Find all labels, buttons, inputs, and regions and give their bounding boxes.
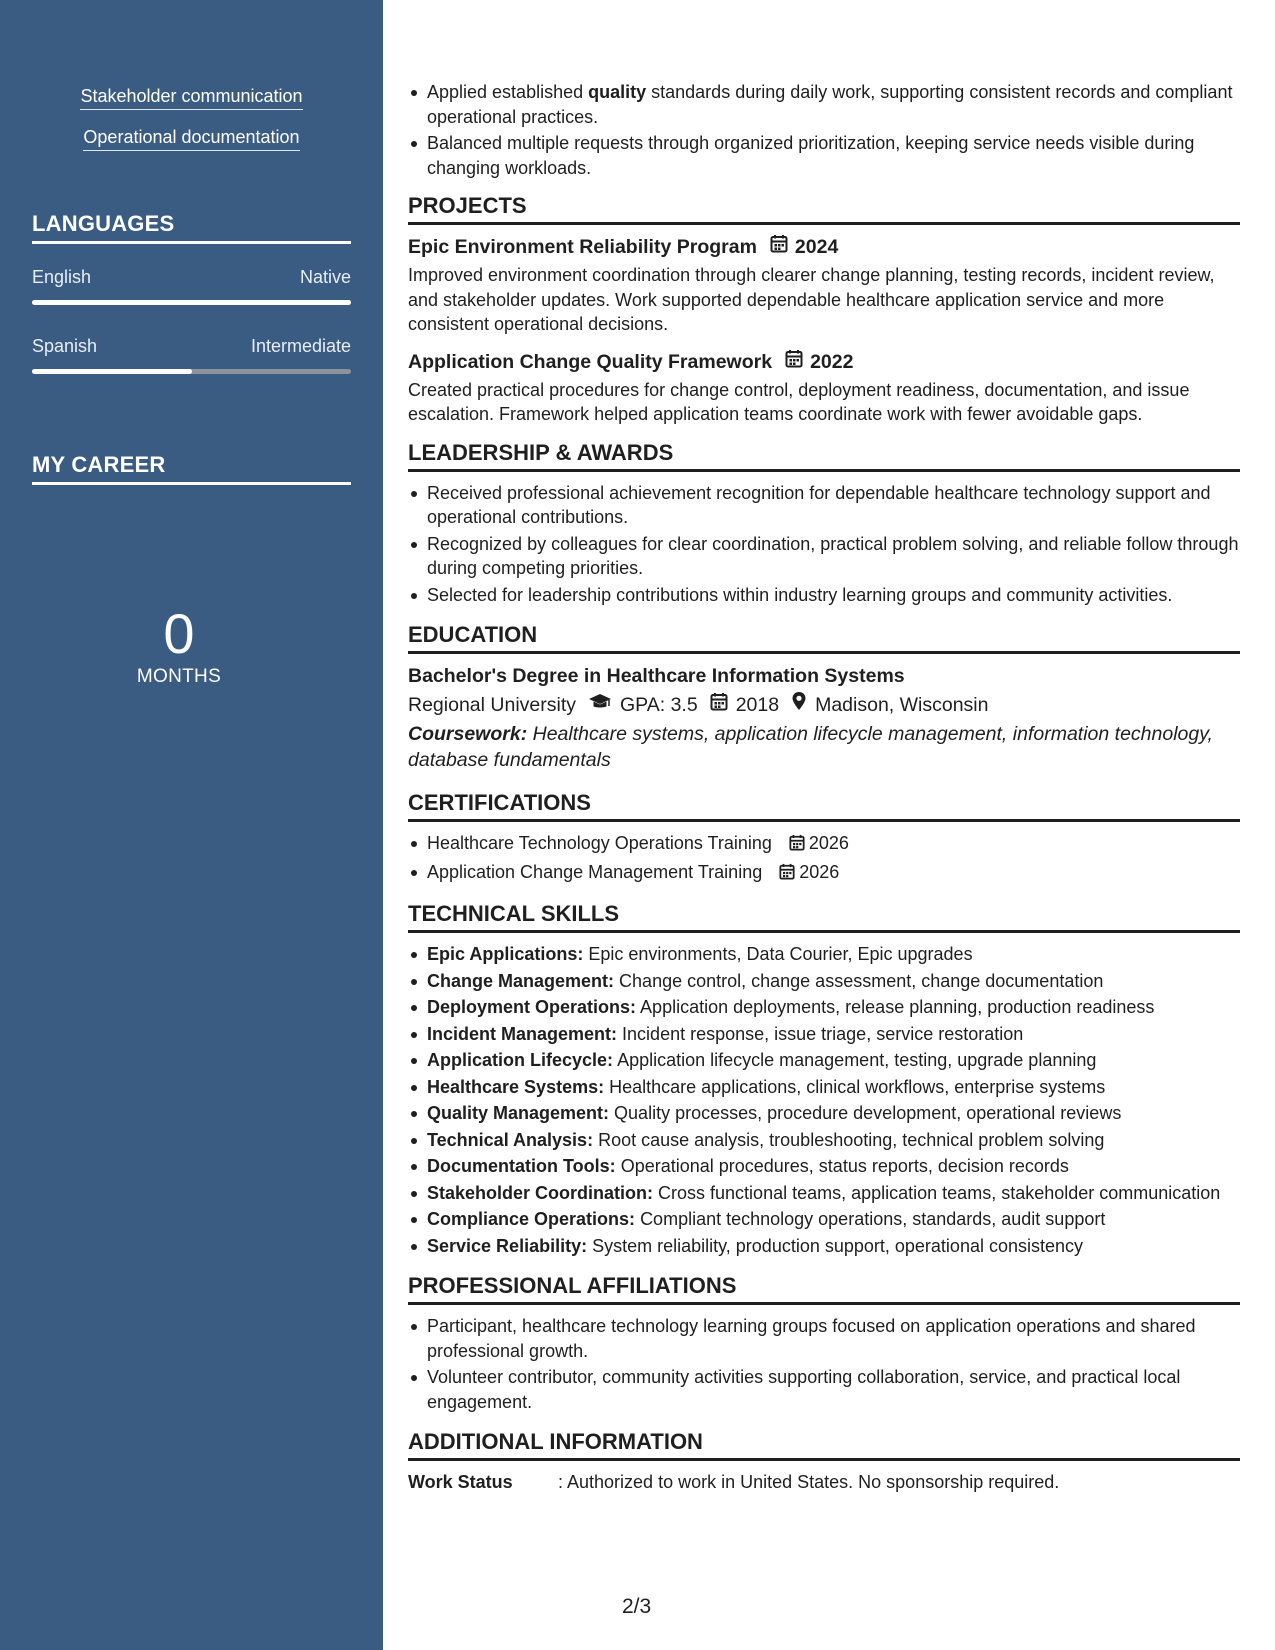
calendar-icon [789,833,805,858]
sidebar-skill-link[interactable]: Stakeholder communication [80,86,302,110]
language-name: Spanish [32,336,98,356]
education-item [408,663,1240,773]
list-item: Service Reliability: System reliability, production support, operational consistency [408,1234,1240,1259]
projects-heading: PROJECTS [408,192,1240,225]
list-item: Deployment Operations: Application deployments, release planning, production readiness [408,995,1240,1020]
list-item: Healthcare Systems: Healthcare applications, clinical workflows, enterprise systems [408,1075,1240,1100]
technical-skills-list [408,942,1240,1258]
language-proficiency-bar [32,300,351,305]
language-level: Native [299,267,351,287]
list-item: Quality Management: Quality processes, procedure development, operational reviews [408,1101,1240,1126]
project-description: Created practical procedures for change control, deployment readiness, documentation, and issue escalation. Framework helped application teams coordinate work with fewer avoidable gaps. [408,379,1190,424]
project-year: 2022 [810,350,854,373]
calendar-icon [710,691,728,719]
language-name: English [32,267,92,287]
list-item: Selected for leadership contributions within industry learning groups and community activities. [408,583,1240,608]
school-location: Madison, Wisconsin [815,694,989,716]
project-name: Application Change Quality Framework [408,350,773,373]
coursework [408,722,1240,773]
project-description: Improved environment coordination through clearer change planning, testing records, incident review, and stakeholder updates. Work supported dependable healthcare application service and more consistent operational decisions. [408,265,1215,334]
languages-heading: LANGUAGES [32,211,351,244]
graduation-year: 2018 [735,694,780,716]
list-item: Received professional achievement recognition for dependable healthcare technology support and operational contributions. [408,481,1240,530]
gpa: GPA: 3.5 [620,694,698,716]
sidebar-skill-list [0,86,383,168]
list-item [408,860,1240,887]
list-item: Compliance Operations: Compliant technology operations, standards, audit support [408,1207,1240,1232]
list-item [408,831,1240,858]
list-item: Volunteer contributor, community activities supporting collaboration, service, and practical local engagement. [408,1365,1240,1414]
calendar-icon [770,234,788,260]
work-status-value: : Authorized to work in United States. No sponsorship required. [558,1472,1060,1492]
leadership-list [408,481,1240,608]
coursework-value: Healthcare systems, application lifecycle management, information technology, database fundamentals [408,723,1213,771]
work-status-row [408,1470,1240,1495]
language-proficiency-bar [32,369,351,374]
list-item: Technical Analysis: Root cause analysis, troubleshooting, technical problem solving [408,1128,1240,1153]
language-proficiency-fill [32,369,192,374]
certification-year: 2026 [799,861,840,882]
list-item: Recognized by colleagues for clear coordination, practical problem solving, and reliable follow through during competing priorities. [408,532,1240,581]
language-item [32,336,351,374]
calendar-icon [785,349,803,375]
page-number: 2/3 [622,1595,652,1618]
certification-name: Healthcare Technology Operations Training [427,833,772,853]
affiliations-list [408,1314,1240,1414]
sidebar-skill-link[interactable]: Operational documentation [83,127,299,151]
certifications-list [408,831,1240,886]
project-item [408,349,1240,427]
certification-name: Application Change Management Training [427,861,763,882]
main-content [408,80,1240,1495]
project-name: Epic Environment Reliability Program [408,236,757,258]
career-value: 0 [163,602,195,665]
affiliations-heading: PROFESSIONAL AFFILIATIONS [408,1272,1240,1305]
language-item [32,267,351,305]
coursework-label: Coursework: [408,723,528,745]
project-item [408,234,1240,337]
education-heading: EDUCATION [408,621,1240,654]
work-status-label: Work Status [408,1472,513,1492]
technical-skills-heading: TECHNICAL SKILLS [408,900,1240,933]
project-year: 2024 [794,236,839,258]
career-counter [79,604,279,688]
list-item: Change Management: Change control, change assessment, change documentation [408,969,1240,994]
school-name: Regional University [408,694,576,716]
experience-bullets [408,80,1240,180]
graduation-cap-icon [588,691,612,719]
additional-info-heading: ADDITIONAL INFORMATION [408,1428,1240,1461]
list-item: Applied established quality standards during daily work, supporting consistent records and compliant operational practices. [408,80,1240,129]
language-level: Intermediate [250,336,351,356]
sidebar [0,0,383,1650]
career-unit: MONTHS [136,666,222,687]
career-heading: MY CAREER [32,452,351,485]
language-proficiency-fill [32,300,351,305]
map-pin-icon [791,691,807,719]
list-item: Participant, healthcare technology learning groups focused on application operations and shared professional growth. [408,1314,1240,1363]
list-item: Incident Management: Incident response, issue triage, service restoration [408,1022,1240,1047]
list-item: Epic Applications: Epic environments, Data Courier, Epic upgrades [408,942,1240,967]
list-item: Documentation Tools: Operational procedures, status reports, decision records [408,1154,1240,1179]
certifications-heading: CERTIFICATIONS [408,789,1240,822]
list-item: Balanced multiple requests through organized prioritization, keeping service needs visible during changing workloads. [408,131,1240,180]
calendar-icon [779,862,795,887]
leadership-heading: LEADERSHIP & AWARDS [408,439,1240,472]
list-item: Application Lifecycle: Application lifecycle management, testing, upgrade planning [408,1048,1240,1073]
certification-year: 2026 [808,833,849,853]
degree-title: Bachelor's Degree in Healthcare Information Systems [408,665,905,687]
list-item: Stakeholder Coordination: Cross functional teams, application teams, stakeholder communication [408,1181,1240,1206]
